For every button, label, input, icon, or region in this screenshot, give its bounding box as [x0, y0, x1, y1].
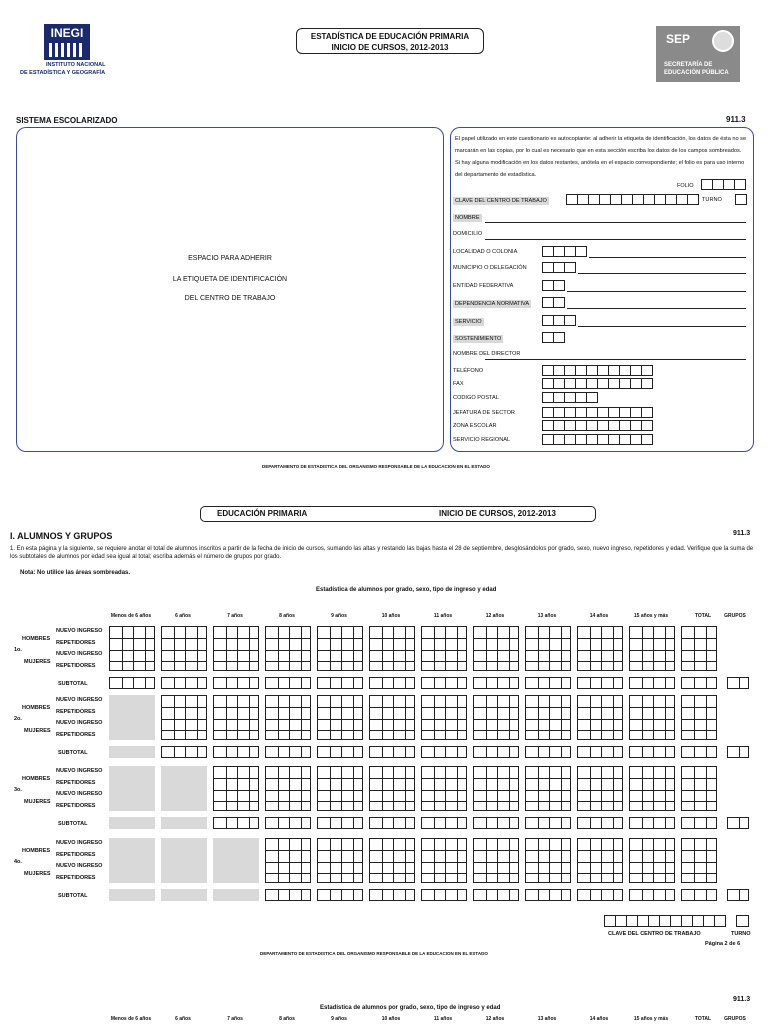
entry-grid[interactable] [577, 766, 623, 811]
entry-grid[interactable] [265, 677, 311, 689]
entry-grid[interactable] [317, 695, 363, 740]
entry-grid[interactable] [681, 677, 717, 689]
cct-box[interactable] [714, 915, 726, 927]
repetidores-label: REPETIDORES [56, 709, 96, 715]
field-box[interactable] [641, 434, 653, 445]
entry-grid[interactable] [317, 626, 363, 671]
field-box[interactable] [564, 315, 576, 326]
field-box[interactable] [586, 392, 598, 403]
column-header: 10 años [381, 1016, 401, 1022]
field-line[interactable] [485, 239, 746, 240]
entry-grid[interactable] [727, 677, 749, 689]
field-label: ZONA ESCOLAR [453, 423, 497, 429]
turno-box[interactable] [736, 915, 749, 927]
entry-grid [161, 817, 207, 829]
field-box[interactable] [553, 332, 565, 343]
entry-grid[interactable] [265, 766, 311, 811]
entry-grid[interactable] [421, 677, 467, 689]
repetidores-label: REPETIDORES [56, 663, 96, 669]
subtotal-label: SUBTOTAL [58, 750, 88, 756]
entry-grid[interactable] [629, 695, 675, 740]
entry-grid[interactable] [525, 817, 571, 829]
nuevo-ingreso-label: NUEVO INGRESO [56, 791, 103, 797]
entry-grid[interactable] [525, 746, 571, 758]
entry-grid[interactable] [473, 626, 519, 671]
page2-footer: DEPARTAMENTO DE ESTADISTICA DEL ORGANISMO RESPONSABLE DE LA EDUCACION EN EL ESTADO [260, 951, 488, 956]
field-box[interactable] [687, 194, 699, 205]
table-title-3: Estadística de alumnos por grado, sexo, tipo de ingreso y edad [320, 1005, 501, 1011]
field-label: JEFATURA DE SECTOR [453, 410, 515, 416]
column-header: 12 años [485, 613, 505, 619]
entry-grid[interactable] [421, 838, 467, 883]
entry-grid [161, 766, 207, 811]
entry-grid[interactable] [317, 677, 363, 689]
entry-grid[interactable] [109, 626, 155, 671]
entry-grid[interactable] [629, 766, 675, 811]
column-header: 6 años [175, 1016, 191, 1022]
column-header: 13 años [537, 613, 557, 619]
entry-grid[interactable] [681, 817, 717, 829]
entry-grid[interactable] [681, 746, 717, 758]
form-code-3: 911.3 [733, 996, 751, 1003]
entry-grid[interactable] [213, 817, 259, 829]
page1-footer: DEPARTAMENTO DE ESTADISTICA DEL ORGANISMO RESPONSABLE DE LA EDUCACION EN EL ESTADO [262, 464, 490, 469]
field-box[interactable] [553, 280, 565, 291]
inegi-line1: INSTITUTO NACIONAL [46, 62, 106, 68]
turno-label: TURNO [702, 197, 722, 203]
column-header: 6 años [175, 613, 191, 619]
field-box[interactable] [553, 297, 565, 308]
column-header: 10 años [381, 613, 401, 619]
entry-grid[interactable] [525, 838, 571, 883]
field-box[interactable] [575, 246, 587, 257]
column-header: 14 años [589, 1016, 609, 1022]
column-header: TOTAL [694, 1016, 712, 1022]
subtotal-label: SUBTOTAL [58, 893, 88, 899]
hombres-label: HOMBRES [22, 848, 51, 854]
nuevo-ingreso-label: NUEVO INGRESO [56, 863, 103, 869]
entry-grid[interactable] [629, 817, 675, 829]
column-header: 7 años [227, 1016, 243, 1022]
entry-grid[interactable] [265, 838, 311, 883]
entry-grid [109, 766, 155, 811]
banner-left: EDUCACIÓN PRIMARIA [217, 509, 308, 518]
hombres-label: HOMBRES [22, 705, 51, 711]
entry-grid[interactable] [577, 695, 623, 740]
entry-grid[interactable] [265, 746, 311, 758]
entry-grid[interactable] [473, 695, 519, 740]
folio-box[interactable] [734, 179, 746, 190]
entry-grid[interactable] [421, 766, 467, 811]
instruction-text: 1. En esta página y la siguiente, se requiere anotar el total de alumnos inscritos a partir de la fecha de inicio de cursos, sumando las altas y restando las bajas hasta el 28 de septiembre, desglosándolos por grado, sexo, nuevo ingreso, repetidores y edad. Verifique que la suma de los subtotales de alumnos por edad sea igual al total; escriba además el número de grupos por grado. [10, 546, 754, 560]
entry-grid [109, 889, 155, 901]
cct-label: CLAVE DEL CENTRO DE TRABAJO [608, 931, 701, 937]
field-line[interactable] [485, 222, 746, 223]
entry-grid[interactable] [265, 889, 311, 901]
field-label: DEPENDENCIA NORMATIVA [455, 301, 530, 307]
field-label: NOMBRE [455, 215, 480, 221]
sep-logo [656, 26, 740, 82]
grade-label: 2o. [14, 716, 22, 722]
field-label: SERVICIO REGIONAL [453, 437, 511, 443]
entry-grid [161, 889, 207, 901]
entry-grid[interactable] [727, 889, 749, 901]
repetidores-label: REPETIDORES [56, 803, 96, 809]
entry-grid[interactable] [681, 626, 717, 671]
column-header: 13 años [537, 1016, 557, 1022]
entry-grid[interactable] [681, 889, 717, 901]
column-header: 14 años [589, 613, 609, 619]
field-label: LOCALIDAD O COLONIA [453, 249, 518, 255]
hombres-label: HOMBRES [22, 636, 51, 642]
column-header: 11 años [433, 613, 453, 619]
nuevo-ingreso-label: NUEVO INGRESO [56, 720, 103, 726]
column-header: 15 años y más [633, 1016, 669, 1022]
field-line[interactable] [485, 359, 746, 360]
folio-label: FOLIO [677, 183, 694, 189]
instructions-text: El papel utilizado en este cuestionario es autocopiante: al adherir la etiqueta de identificación, los datos de ésta no se marcarán en las copias, por lo cual es necesario que en esta sección escriba los datos de los campos sombreados. Si hay alguna modificación en los datos restantes, anótela en el espacio correspondiente; el folio es para uso interno del departamento de estadística. [455, 136, 747, 178]
repetidores-label: REPETIDORES [56, 732, 96, 738]
entry-grid[interactable] [629, 626, 675, 671]
grade-label: 1o. [14, 647, 22, 653]
entry-grid[interactable] [421, 817, 467, 829]
entry-grid[interactable] [525, 889, 571, 901]
column-header: 9 años [331, 1016, 347, 1022]
entry-grid[interactable] [577, 817, 623, 829]
entry-grid[interactable] [317, 746, 363, 758]
sep-logo-text: SEP [666, 32, 691, 46]
label-area-line3: DEL CENTRO DE TRABAJO [184, 295, 276, 302]
entry-grid[interactable] [161, 695, 207, 740]
field-label: DOMICILIO [453, 231, 483, 237]
hombres-label: HOMBRES [22, 776, 51, 782]
page-number: Página 2 de 6 [705, 941, 741, 947]
label-area-line2: LA ETIQUETA DE IDENTIFICACIÓN [172, 276, 288, 283]
entry-grid[interactable] [317, 838, 363, 883]
turno-box[interactable] [735, 194, 747, 205]
column-header: GRUPOS [724, 613, 746, 619]
column-header: 11 años [433, 1016, 453, 1022]
entry-grid[interactable] [525, 626, 571, 671]
section-banner [200, 506, 596, 522]
section-title: I. ALUMNOS Y GRUPOS [10, 531, 113, 541]
entry-grid[interactable] [577, 677, 623, 689]
grade-label: 4o. [14, 859, 22, 865]
entry-grid[interactable] [577, 889, 623, 901]
field-label: SERVICIO [455, 319, 482, 325]
column-header: Menos de 6 años [110, 613, 152, 619]
entry-grid[interactable] [727, 746, 749, 758]
entry-grid[interactable] [681, 766, 717, 811]
nuevo-ingreso-label: NUEVO INGRESO [56, 840, 103, 846]
entry-grid[interactable] [369, 626, 415, 671]
field-line[interactable] [567, 291, 746, 292]
entry-grid[interactable] [629, 746, 675, 758]
entry-grid[interactable] [421, 889, 467, 901]
entry-grid [213, 889, 259, 901]
form-title: ESTADÍSTICA DE EDUCACIÓN PRIMARIA [310, 32, 470, 41]
entry-grid[interactable] [525, 766, 571, 811]
entry-grid[interactable] [109, 677, 155, 689]
field-label: MUNICIPIO O DELEGACIÓN [453, 265, 527, 271]
banner-right: INICIO DE CURSOS, 2012-2013 [439, 509, 556, 518]
field-box[interactable] [641, 378, 653, 389]
entry-grid[interactable] [629, 889, 675, 901]
note-text: Nota: No utilice las áreas sombreadas. [20, 570, 131, 576]
mujeres-label: MUJERES [24, 799, 51, 805]
nuevo-ingreso-label: NUEVO INGRESO [56, 628, 103, 634]
eagle-seal-icon [712, 30, 734, 52]
form-subtitle: INICIO DE CURSOS, 2012-2013 [331, 43, 449, 52]
entry-grid[interactable] [265, 695, 311, 740]
field-line[interactable] [578, 326, 746, 327]
subtotal-label: SUBTOTAL [58, 681, 88, 687]
entry-grid[interactable] [161, 746, 207, 758]
field-box[interactable] [641, 365, 653, 376]
subtotal-label: SUBTOTAL [58, 821, 88, 827]
entry-grid [109, 838, 155, 883]
entry-grid [161, 838, 207, 883]
field-box[interactable] [641, 407, 653, 418]
form-code: 911.3 [726, 115, 746, 124]
field-label: CLAVE DEL CENTRO DE TRABAJO [455, 198, 547, 204]
repetidores-label: REPETIDORES [56, 852, 96, 858]
table-title: Estadística de alumnos por grado, sexo, tipo de ingreso y edad [316, 587, 497, 593]
entry-grid[interactable] [421, 626, 467, 671]
label-area-line1: ESPACIO PARA ADHERIR [188, 255, 272, 262]
entry-grid[interactable] [681, 838, 717, 883]
entry-grid[interactable] [369, 766, 415, 811]
entry-grid[interactable] [369, 695, 415, 740]
entry-grid[interactable] [369, 746, 415, 758]
entry-grid[interactable] [629, 838, 675, 883]
field-line[interactable] [578, 273, 746, 274]
nuevo-ingreso-label: NUEVO INGRESO [56, 697, 103, 703]
entry-grid[interactable] [473, 766, 519, 811]
entry-grid[interactable] [369, 889, 415, 901]
entry-grid[interactable] [421, 746, 467, 758]
entry-grid[interactable] [317, 766, 363, 811]
entry-grid[interactable] [577, 746, 623, 758]
label-area [16, 127, 444, 452]
column-header: 7 años [227, 613, 243, 619]
nuevo-ingreso-label: NUEVO INGRESO [56, 651, 103, 657]
field-label: ENTIDAD FEDERATIVA [453, 283, 514, 289]
entry-grid[interactable] [369, 817, 415, 829]
field-label: TELÉFONO [453, 368, 484, 374]
entry-grid[interactable] [265, 817, 311, 829]
entry-grid[interactable] [213, 766, 259, 811]
entry-grid [109, 695, 155, 740]
column-header: 12 años [485, 1016, 505, 1022]
entry-grid[interactable] [265, 626, 311, 671]
entry-grid [109, 746, 155, 758]
entry-grid [213, 838, 259, 883]
sep-line2: EDUCACIÓN PÚBLICA [664, 70, 729, 76]
repetidores-label: REPETIDORES [56, 875, 96, 881]
entry-grid[interactable] [161, 626, 207, 671]
entry-grid[interactable] [525, 695, 571, 740]
entry-grid[interactable] [213, 626, 259, 671]
column-header: 9 años [331, 613, 347, 619]
entry-grid[interactable] [577, 626, 623, 671]
entry-grid[interactable] [681, 695, 717, 740]
field-box[interactable] [641, 420, 653, 431]
entry-grid[interactable] [727, 817, 749, 829]
entry-grid[interactable] [577, 838, 623, 883]
entry-grid[interactable] [421, 695, 467, 740]
inegi-logo [44, 24, 90, 60]
nuevo-ingreso-label: NUEVO INGRESO [56, 768, 103, 774]
field-label: NOMBRE DEL DIRECTOR [453, 351, 521, 357]
field-label: CODIGO POSTAL [453, 395, 499, 401]
field-label: FAX [453, 381, 464, 387]
entry-grid[interactable] [317, 817, 363, 829]
data-panel [450, 127, 754, 452]
entry-grid[interactable] [213, 677, 259, 689]
entry-grid[interactable] [213, 746, 259, 758]
entry-grid[interactable] [473, 677, 519, 689]
entry-grid[interactable] [369, 677, 415, 689]
entry-grid[interactable] [473, 889, 519, 901]
repetidores-label: REPETIDORES [56, 640, 96, 646]
entry-grid[interactable] [473, 817, 519, 829]
inegi-logo-icon: INEGI [44, 24, 90, 60]
entry-grid[interactable] [525, 677, 571, 689]
column-header: 8 años [279, 1016, 295, 1022]
mujeres-label: MUJERES [24, 728, 51, 734]
repetidores-label: REPETIDORES [56, 780, 96, 786]
entry-grid[interactable] [213, 695, 259, 740]
column-header: 15 años y más [633, 613, 669, 619]
inegi-line2: DE ESTADÍSTICA Y GEOGRAFÍA [20, 70, 106, 76]
entry-grid[interactable] [473, 838, 519, 883]
grade-label: 3o. [14, 787, 22, 793]
field-box[interactable] [564, 262, 576, 273]
field-label: SOSTENIMIENTO [455, 336, 502, 342]
field-line[interactable] [589, 257, 746, 258]
system-title: SISTEMA ESCOLARIZADO [16, 116, 118, 125]
mujeres-label: MUJERES [24, 871, 51, 877]
entry-grid [109, 817, 155, 829]
turno-label: TURNO [731, 931, 751, 937]
column-header: Menos de 6 años [110, 1016, 152, 1022]
mujeres-label: MUJERES [24, 659, 51, 665]
entry-grid[interactable] [473, 746, 519, 758]
entry-grid[interactable] [629, 677, 675, 689]
sep-line1: SECRETARÍA DE [664, 62, 713, 68]
entry-grid[interactable] [161, 677, 207, 689]
entry-grid[interactable] [317, 889, 363, 901]
field-line[interactable] [567, 308, 746, 309]
column-header: TOTAL [694, 613, 712, 619]
column-header: 8 años [279, 613, 295, 619]
column-header: GRUPOS [724, 1016, 746, 1022]
form-code-2: 911.3 [733, 530, 751, 537]
entry-grid[interactable] [369, 838, 415, 883]
form-title-box [296, 28, 484, 54]
